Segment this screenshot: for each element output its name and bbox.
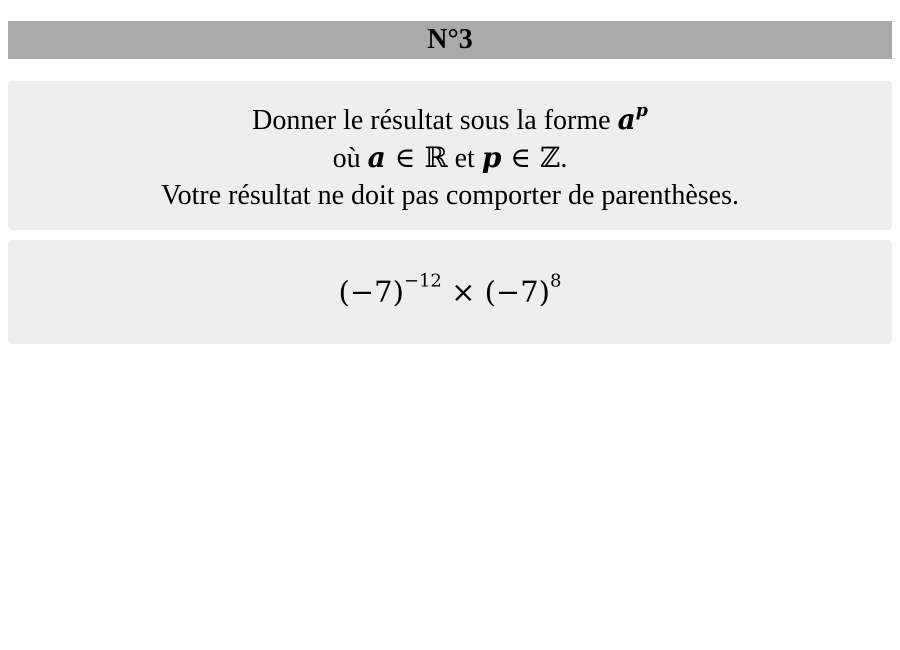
form-exponent: p: [635, 100, 648, 121]
multiplication-operator: ×: [441, 274, 485, 309]
instruction-line-3: Votre résultat ne doit pas comporter de parenthèses.: [161, 180, 739, 211]
element-of-symbol: ∈: [501, 141, 540, 174]
exercise-header: [8, 21, 892, 59]
expression-exponent-2: 8: [550, 270, 562, 292]
element-of-symbol: ∈: [385, 141, 425, 174]
instruction-panel: [8, 81, 892, 230]
where-text: où: [332, 143, 368, 174]
variable-p: p: [481, 141, 502, 174]
form-base: a: [617, 103, 636, 136]
expression-base-1: (−7): [338, 274, 404, 309]
instruction-text: Donner le résultat sous la forme: [252, 105, 618, 136]
expression-base-2: (−7): [484, 274, 550, 309]
real-numbers-symbol: ℝ: [424, 141, 448, 174]
integers-symbol: ℤ: [539, 141, 561, 174]
and-text: et: [447, 143, 482, 174]
variable-a: a: [367, 141, 386, 174]
expression-exponent-1: −12: [403, 270, 442, 292]
expression-panel: [8, 240, 892, 344]
exercise-number: N°3: [427, 24, 473, 55]
math-expression: [338, 270, 562, 309]
instruction-line-2: [8, 139, 892, 177]
instruction-line-1: [8, 101, 892, 139]
period: .: [560, 143, 568, 174]
